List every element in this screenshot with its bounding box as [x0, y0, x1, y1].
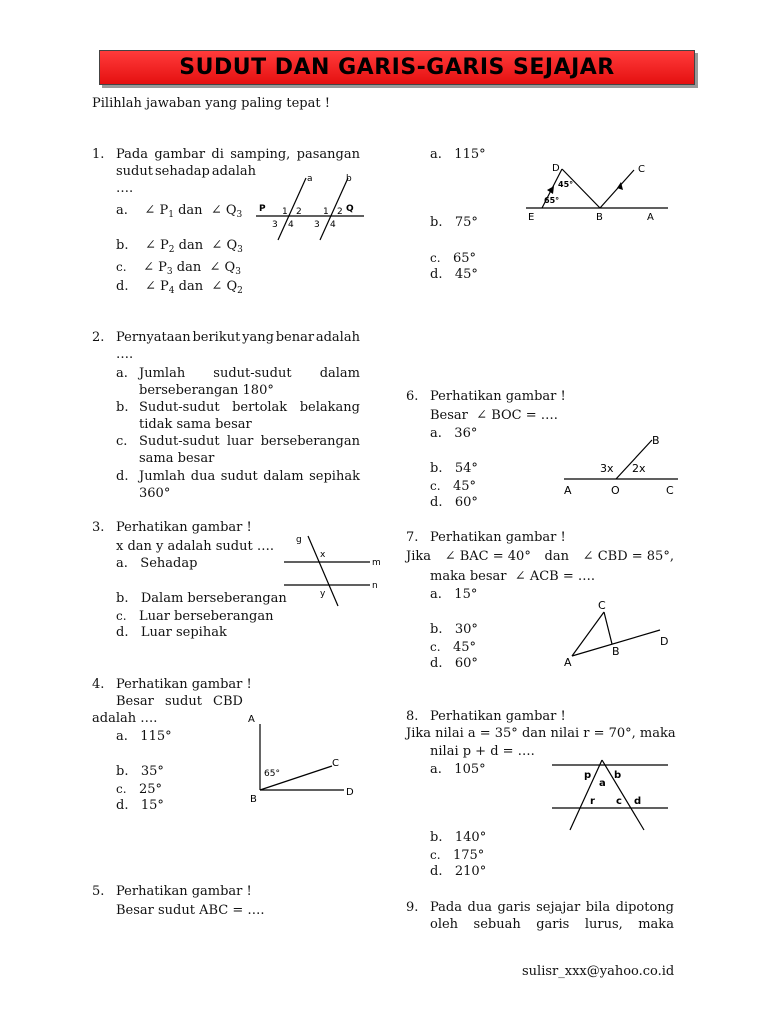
svg-text:3: 3 — [272, 220, 278, 230]
question-number: 9. — [406, 900, 419, 915]
title-banner — [99, 50, 695, 85]
svg-text:n: n — [372, 581, 378, 591]
angle-boc-figure — [560, 430, 684, 500]
question-text: Perhatikan gambar ! — [430, 389, 566, 404]
question-text: Besar sudut CBD — [116, 694, 243, 709]
svg-text:g: g — [296, 535, 302, 545]
svg-text:b: b — [614, 770, 622, 781]
option-d[interactable]: d. 210° — [430, 864, 487, 879]
question-text: adalah …. — [92, 711, 158, 726]
svg-text:C: C — [638, 164, 645, 175]
footer-email: sulisr_xxx@yahoo.co.id — [522, 964, 675, 979]
question-text: oleh sebuah garis lurus, maka — [430, 917, 674, 932]
question-text: Perhatikan gambar ! — [430, 709, 566, 724]
svg-text:2: 2 — [296, 207, 302, 217]
svg-text:O: O — [611, 484, 620, 497]
angle-icon: ∠ — [145, 279, 156, 294]
question-text: nilai p + d = …. — [430, 744, 535, 759]
option-c[interactable]: c. 175° — [430, 848, 485, 863]
angle-icon: ∠ — [582, 549, 594, 564]
triangle-abc-figure — [522, 156, 672, 228]
svg-text:C: C — [332, 758, 339, 769]
question-text: Pernyataan berikut yang benar adalah — [116, 330, 360, 345]
option-b[interactable]: b. ∠ $P_2$ dan ∠ $Q_3$ — [116, 238, 243, 255]
svg-text:2x: 2x — [632, 462, 646, 475]
question-number: 2. — [92, 330, 105, 345]
question-number: 3. — [92, 520, 105, 535]
question-number: 1. — [92, 147, 105, 162]
question-number: 6. — [406, 389, 419, 404]
option-b[interactable]: b. 75° — [430, 215, 478, 230]
svg-text:4: 4 — [330, 220, 336, 230]
svg-text:B: B — [652, 434, 660, 447]
svg-text:r: r — [590, 796, 595, 807]
angle-icon: ∠ — [209, 260, 221, 275]
angle-icon: ∠ — [144, 203, 156, 218]
svg-text:65°: 65° — [264, 769, 280, 779]
option-a[interactable]: a. ∠ $P_1$ dan ∠ $Q_3$ — [116, 203, 243, 220]
svg-text:B: B — [612, 645, 620, 658]
transversal-figure — [280, 530, 384, 610]
option-c[interactable]: c. 45° — [430, 479, 476, 494]
svg-text:45°: 45° — [558, 180, 574, 189]
option-c[interactable]: c. 45° — [430, 640, 476, 655]
question-text: Jika nilai a = 35° dan nilai r = 70°, maka — [406, 726, 676, 741]
svg-text:m: m — [372, 558, 381, 568]
angle-icon: ∠ — [211, 279, 223, 294]
option-d[interactable]: d. Luar sepihak — [116, 625, 227, 640]
svg-text:B: B — [250, 794, 257, 805]
svg-text:A: A — [647, 212, 654, 223]
svg-text:B: B — [596, 212, 603, 223]
angle-icon: ∠ — [476, 408, 488, 423]
svg-text:A: A — [564, 484, 572, 497]
svg-text:A: A — [248, 714, 255, 725]
question-text: Besar ∠ BOC = …. — [430, 408, 558, 423]
option-d[interactable]: d. 45° — [430, 267, 478, 282]
svg-text:Q: Q — [346, 204, 354, 214]
svg-text:x: x — [320, 550, 326, 560]
svg-text:3: 3 — [314, 220, 320, 230]
triangle-parallel-figure — [546, 756, 672, 836]
question-text: Perhatikan gambar ! — [116, 677, 252, 692]
option-c[interactable]: c. Luar berseberangan — [116, 609, 274, 624]
option-b[interactable]: b. 140° — [430, 830, 487, 845]
question-text: x dan y adalah sudut …. — [116, 539, 274, 554]
angle-icon: ∠ — [444, 549, 456, 564]
triangle-acb-figure — [560, 598, 684, 670]
option-a[interactable]: a. Sehadap — [116, 556, 198, 571]
option-a[interactable]: a. 105° — [430, 762, 486, 777]
question-number: 5. — [92, 884, 105, 899]
question-number: 4. — [92, 677, 105, 692]
svg-text:A: A — [564, 656, 572, 669]
page-title: SUDUT DAN GARIS-GARIS SEJAJAR — [179, 55, 615, 80]
question-text: Perhatikan gambar ! — [116, 884, 252, 899]
option-b[interactable]: b. 30° — [430, 622, 478, 637]
svg-text:a: a — [307, 174, 313, 184]
svg-text:1: 1 — [282, 207, 288, 217]
option-c[interactable]: c. 65° — [430, 251, 476, 266]
svg-text:65°: 65° — [544, 196, 560, 205]
svg-text:D: D — [660, 635, 669, 648]
question-number: 8. — [406, 709, 419, 724]
option-a[interactable]: a. 36° — [430, 426, 478, 441]
option-b[interactable]: b. 35° — [116, 764, 164, 779]
svg-text:p: p — [584, 770, 592, 781]
angle-icon: ∠ — [211, 238, 223, 253]
question-text: sudut sehadap adalah — [116, 164, 256, 179]
svg-text:c: c — [616, 796, 622, 807]
option-b[interactable]: b. Dalam berseberangan — [116, 591, 287, 606]
svg-text:D: D — [346, 787, 354, 798]
option-a[interactable]: a. 115° — [430, 147, 486, 162]
option-d[interactable]: d. ∠ $P_4$ dan ∠ $Q_2$ — [116, 279, 243, 296]
svg-text:C: C — [598, 599, 606, 612]
option-a[interactable]: a. 115° — [116, 729, 172, 744]
angle-icon: ∠ — [210, 203, 222, 218]
svg-text:1: 1 — [323, 207, 329, 217]
instruction: Pilihlah jawaban yang paling tepat ! — [92, 96, 330, 111]
svg-text:E: E — [528, 212, 535, 223]
angle-icon: ∠ — [514, 569, 526, 584]
question-text: Besar sudut ABC = …. — [116, 903, 265, 918]
svg-text:C: C — [666, 484, 674, 497]
svg-text:4: 4 — [288, 220, 294, 230]
svg-text:b: b — [346, 174, 352, 184]
svg-text:y: y — [320, 589, 326, 599]
option-b[interactable]: b. 54° — [430, 461, 478, 476]
option-d[interactable]: d. 60° — [430, 656, 478, 671]
angle-cbd-figure — [246, 710, 362, 806]
question-number: 7. — [406, 530, 419, 545]
angle-icon: ∠ — [143, 260, 154, 275]
option-a[interactable]: a. 15° — [430, 587, 478, 602]
option-d[interactable]: d. 15° — [116, 798, 164, 813]
question-text: maka besar ∠ ACB = …. — [430, 569, 595, 584]
question-text: Pada dua garis sejajar bila dipotong — [430, 900, 674, 915]
question-text: Jika ∠ BAC = 40° dan ∠ CBD = 85°, — [406, 549, 674, 564]
parallel-lines-figure — [256, 170, 368, 242]
option-c[interactable]: c. ∠ $P_3$ dan ∠ $Q_3$ — [116, 260, 241, 277]
svg-text:D: D — [552, 163, 560, 174]
angle-icon: ∠ — [145, 238, 156, 253]
svg-text:a: a — [599, 778, 606, 789]
svg-text:2: 2 — [337, 207, 343, 217]
worksheet-page: SUDUT DAN GARIS-GARIS SEJAJAR Pilihlah jawaban yang paling tepat ! 1. Pada gambar di samping, pasangan sudut sehadap adalah …. a. ∠ $P_1$ dan ∠ $Q_3$ b. ∠ $P_2$ dan ∠ $Q_3$ c. ∠ $P_3$ dan ∠ $Q_3$ d. ∠ $P_4$ dan ∠ $Q_2$ a b P Q 1 2 3 4 1 2 3 4 2. Pernyataan berikut yang benar adalah …. a. Jumlah sudut-sudut dalam berseberangan 180° b. Sudut-sudut bertolak belakang tidak sama besar c. Sudut-sudut luar berseberangan sama besar d. Jumlah dua sudut dalam sepihak 360° 3. Perhatikan gambar ! x dan y adalah sudut …. a. Sehadap b. Dalam berseberangan c. Luar berseberangan d. Luar sepihak g x y m n 4. Perhatikan gambar ! Besar sudut CBD adalah …. a. 115° b. 35° c. 25° d. 15° A B C D 65° 5. Perhatikan gambar ! Besar sudut ABC = …. a. 115° b. 75° c. 65° d. 45° D C E B A 45° 65° 6. Perhatikan gambar ! Besar ∠ BOC = …. a. 36° b. 54° c. 45° d. 60° B 3x 2x A O C 7. Perhatikan gambar ! Jika ∠ BAC = 40° dan ∠ CBD = 85°, maka besar ∠ ACB = …. a. 15° b. 30° c. 45° d. 60° C A B D 8. Perhatikan gambar ! Jika nilai a = 35° dan nilai r = 70°, maka nilai p + d = …. a. 105° b. 140° c. 175° d. 210° p a b r c d 9. Pada dua garis sejajar bila dipotong oleh sebuah garis lurus, maka sulisr_xxx@yahoo.co.id — [0, 0, 768, 1024]
question-text: Pada gambar di samping, pasangan — [116, 147, 360, 162]
svg-text:P: P — [259, 204, 266, 214]
question-text: Perhatikan gambar ! — [116, 520, 252, 535]
option-d[interactable]: d. 60° — [430, 495, 478, 510]
option-c[interactable]: c. 25° — [116, 782, 162, 797]
question-text: Perhatikan gambar ! — [430, 530, 566, 545]
svg-text:3x: 3x — [600, 462, 614, 475]
svg-text:d: d — [634, 796, 642, 807]
